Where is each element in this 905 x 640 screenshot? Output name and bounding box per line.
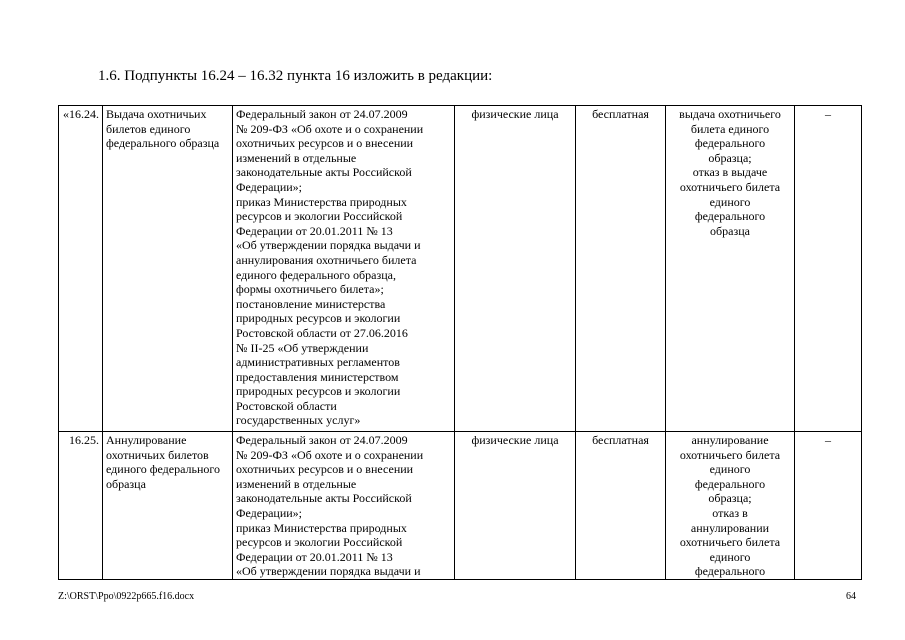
cell-text-line: федерального: [694, 476, 766, 491]
cell-text-line: природных ресурсов и экологии: [236, 311, 401, 326]
cell-text-line: № 209-ФЗ «Об охоте и о сохранении: [236, 121, 424, 136]
cell-text-line: охотничьего билета: [679, 447, 781, 462]
cell-text-line: административных регламентов: [236, 355, 400, 370]
legal-basis-cell: [233, 106, 455, 432]
cell-text-line: Ростовской области: [236, 398, 337, 413]
cell-text-line: билетов единого: [106, 121, 191, 136]
cell-text-line: приказ Министерства природных: [236, 194, 407, 209]
cell-text-line: «Об утверждении порядка выдачи и: [236, 238, 421, 253]
cell-text-line: изменений в отдельные: [236, 150, 357, 165]
service-name-cell: [103, 106, 233, 432]
cell-text-line: Выдача охотничьих: [106, 107, 207, 121]
result-cell: [666, 432, 795, 580]
cell-text-line: предоставления министерством: [236, 369, 399, 384]
cell-text-line: «Об утверждении порядка выдачи и: [236, 564, 421, 579]
cell-text-line: Федерации»;: [236, 505, 303, 520]
cell-text-line: Федеральный закон от 24.07.2009: [236, 107, 408, 121]
footer-file-path: Z:\ORST\Ppo\0922p665.f16.docx: [58, 591, 195, 602]
cell-text-line: федерального образца: [106, 136, 220, 151]
cell-text-line: единого: [709, 549, 751, 564]
cell-text-line: федерального: [694, 136, 766, 151]
result-cell: [666, 106, 795, 432]
table-row: [59, 432, 862, 580]
fee-cell: бесплатная: [576, 106, 666, 432]
cell-text-line: образца;: [708, 150, 752, 165]
cell-text-line: охотничьих ресурсов и о внесении: [236, 462, 414, 477]
cell-text-line: федерального: [694, 209, 766, 224]
cell-text-line: № 209-ФЗ «Об охоте и о сохранении: [236, 447, 424, 462]
last-cell: –: [795, 106, 862, 432]
cell-text-line: Аннулирование: [106, 433, 187, 447]
legal-basis-cell: [233, 432, 455, 580]
table-row: [59, 106, 862, 432]
row-number: «16.24.: [59, 106, 103, 432]
cell-text-line: билета единого: [690, 121, 770, 136]
cell-text-line: государственных услуг»: [236, 413, 361, 428]
cell-text-line: единого федерального: [106, 462, 221, 477]
last-cell: –: [795, 432, 862, 580]
cell-text-line: аннулирование: [691, 433, 769, 447]
cell-text-line: охотничьего билета: [679, 179, 781, 194]
cell-text-line: образца: [106, 476, 146, 491]
cell-text-line: постановление министерства: [236, 296, 386, 311]
cell-text-line: единого: [709, 194, 751, 209]
cell-text-line: Федерации»;: [236, 179, 303, 194]
cell-text-line: единого: [709, 462, 751, 477]
cell-text-line: отказ в: [712, 505, 748, 520]
cell-text-line: Федерации от 20.01.2011 № 13: [236, 223, 393, 238]
cell-text-line: законодательные акты Российской: [236, 491, 412, 506]
services-table: [58, 105, 862, 580]
cell-text-line: федерального: [694, 564, 766, 579]
cell-text-line: ресурсов и экологии Российской: [236, 535, 403, 550]
cell-text-line: приказ Министерства природных: [236, 520, 407, 535]
cell-text-line: природных ресурсов и экологии: [236, 384, 401, 399]
recipients-cell: физические лица: [455, 106, 576, 432]
section-heading: 1.6. Подпункты 16.24 – 16.32 пункта 16 изложить в редакции:: [98, 68, 493, 84]
cell-text-line: аннулирования охотничьего билета: [236, 252, 417, 267]
recipients-cell: физические лица: [455, 432, 576, 580]
service-name-cell: [103, 432, 233, 580]
cell-text-line: формы охотничьего билета»;: [236, 282, 384, 297]
cell-text-line: законодательные акты Российской: [236, 165, 412, 180]
row-number: 16.25.: [59, 432, 103, 580]
footer-page-number: 64: [846, 591, 856, 602]
cell-text-line: Ростовской области от 27.06.2016: [236, 325, 408, 340]
cell-text-line: № II-25 «Об утверждении: [236, 340, 369, 355]
cell-text-line: аннулировании: [690, 520, 770, 535]
cell-text-line: охотничьих билетов: [106, 447, 209, 462]
cell-text-line: охотничьего билета: [679, 535, 781, 550]
cell-text-line: ресурсов и экологии Российской: [236, 209, 403, 224]
cell-text-line: охотничьих ресурсов и о внесении: [236, 136, 414, 151]
cell-text-line: образца: [710, 223, 750, 238]
cell-text-line: Федеральный закон от 24.07.2009: [236, 433, 408, 447]
cell-text-line: отказ в выдаче: [692, 165, 768, 180]
cell-text-line: образца;: [708, 491, 752, 506]
cell-text-line: выдача охотничьего: [679, 107, 781, 121]
cell-text-line: изменений в отдельные: [236, 476, 357, 491]
cell-text-line: Федерации от 20.01.2011 № 13: [236, 549, 393, 564]
fee-cell: бесплатная: [576, 432, 666, 580]
cell-text-line: единого федерального образца,: [236, 267, 396, 282]
